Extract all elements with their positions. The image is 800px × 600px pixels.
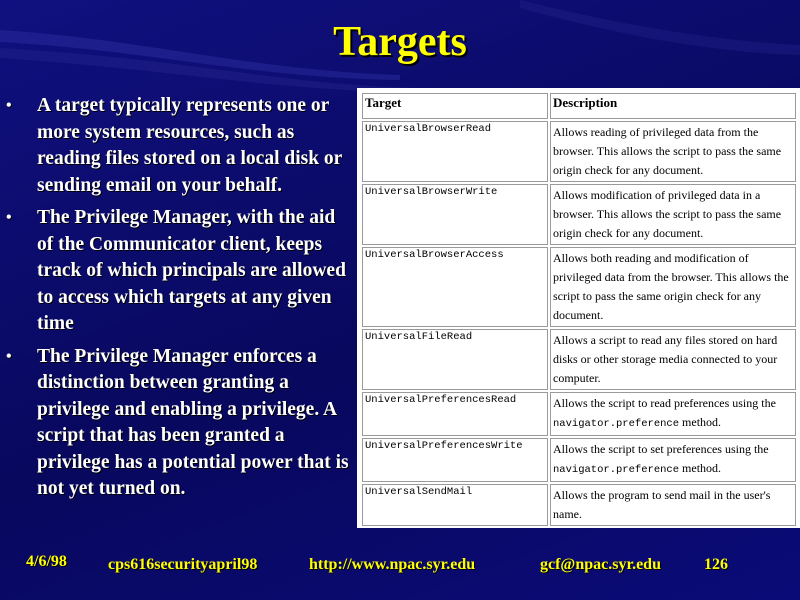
method-code: navigator.preference bbox=[553, 464, 680, 476]
target-name: UniversalBrowserRead bbox=[362, 121, 548, 182]
footer-date: 4/6/98 bbox=[26, 553, 67, 570]
target-description bbox=[550, 392, 796, 436]
bullet-item bbox=[6, 93, 351, 199]
target-name: UniversalFileRead bbox=[362, 329, 548, 390]
bullet-icon: • bbox=[6, 97, 12, 114]
table-row bbox=[362, 438, 796, 482]
table-row bbox=[362, 247, 796, 327]
target-description: Allows both reading and modification of privileged data from the browser. This allows the script to pass the same origin check for any document. bbox=[550, 247, 796, 327]
table-header-row bbox=[362, 93, 796, 119]
bullet-text: The Privilege Manager enforces a distinction between granting a privilege and enabling a privilege. A script that has been granted a privilege has a potential power that is not yet turned on. bbox=[37, 345, 349, 499]
description-text: method. bbox=[679, 415, 722, 429]
table-row bbox=[362, 184, 796, 245]
bullet-icon: • bbox=[6, 209, 12, 226]
footer-email-link[interactable]: gcf@npac.syr.edu bbox=[540, 556, 661, 573]
target-name: UniversalPreferencesWrite bbox=[362, 438, 548, 482]
target-description: Allows a script to read any files stored on hard disks or other storage media connected to your computer. bbox=[550, 329, 796, 390]
target-name: UniversalBrowserWrite bbox=[362, 184, 548, 245]
table-row bbox=[362, 392, 796, 436]
bullet-text: The Privilege Manager, with the aid of the Communicator client, keeps track of which principals are allowed to access which targets at any given time bbox=[37, 207, 346, 334]
target-description: Allows the program to send mail in the user's name. bbox=[550, 484, 796, 526]
target-name: UniversalBrowserAccess bbox=[362, 247, 548, 327]
target-description bbox=[550, 438, 796, 482]
footer-url-link[interactable]: http://www.npac.syr.edu bbox=[309, 556, 476, 573]
header-target: Target bbox=[362, 93, 548, 119]
method-code: navigator.preference bbox=[553, 418, 680, 430]
targets-table-panel bbox=[357, 88, 800, 528]
table-row bbox=[362, 484, 796, 526]
target-name: UniversalPreferencesRead bbox=[362, 392, 548, 436]
description-text: method. bbox=[679, 461, 722, 475]
header-description: Description bbox=[550, 93, 796, 119]
bullet-item bbox=[6, 344, 351, 503]
slide-footer bbox=[0, 555, 800, 581]
description-text: Allows the script to set preferences using the bbox=[553, 442, 769, 456]
bullet-text: A target typically represents one or more system resources, such as reading files stored on a local disk or sending email on your behalf. bbox=[37, 95, 342, 196]
bullet-icon: • bbox=[6, 347, 12, 365]
bullet-list bbox=[6, 93, 351, 509]
target-description: Allows modification of privileged data in a browser. This allows the script to pass the same origin check for any document. bbox=[550, 184, 796, 245]
slide-title: Targets bbox=[333, 19, 467, 65]
bullet-item bbox=[6, 205, 351, 338]
description-text: Allows the script to read preferences using the bbox=[553, 396, 776, 410]
target-description: Allows reading of privileged data from the browser. This allows the script to pass the same origin check for any document. bbox=[550, 121, 796, 182]
footer-page-number: 126 bbox=[704, 556, 728, 573]
target-name: UniversalSendMail bbox=[362, 484, 548, 526]
table-row bbox=[362, 329, 796, 390]
targets-table bbox=[360, 91, 798, 528]
footer-filename: cps616securityapril98 bbox=[108, 556, 258, 573]
table-row bbox=[362, 121, 796, 182]
